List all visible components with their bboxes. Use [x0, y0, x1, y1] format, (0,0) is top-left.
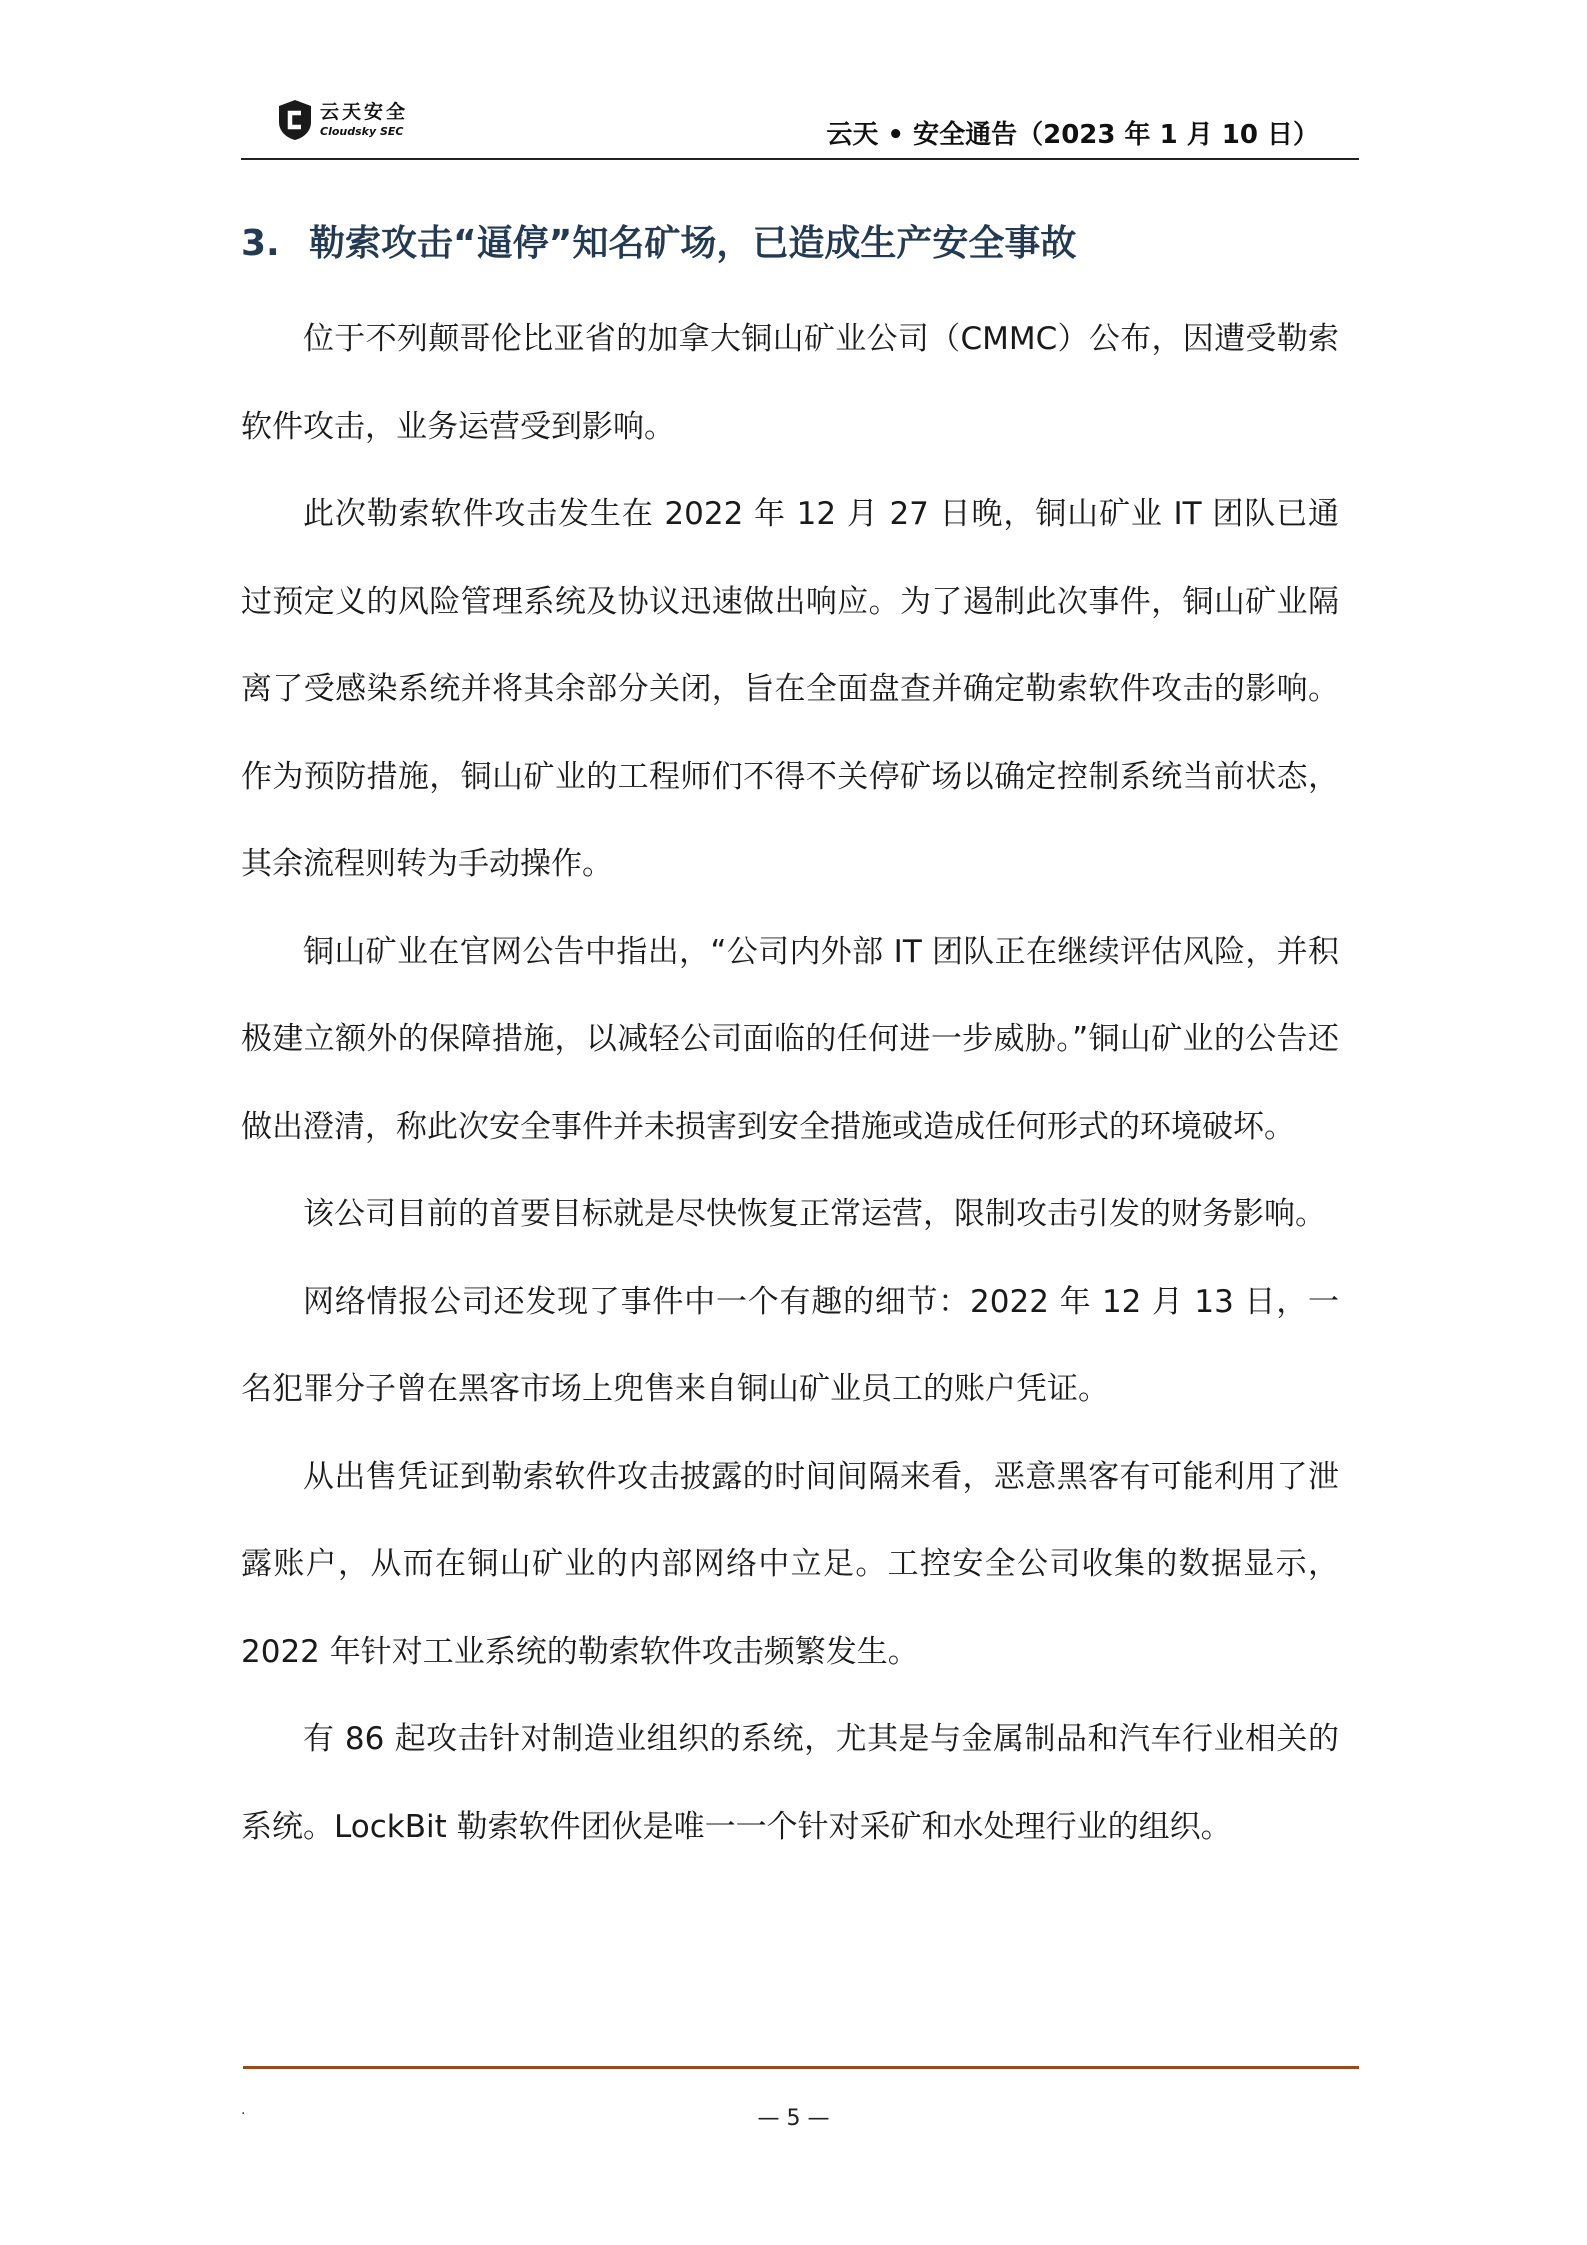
section-heading — [241, 215, 1361, 266]
section-number: 3. — [241, 223, 280, 264]
paragraph: 铜山矿业在官网公告中指出，“公司内外部 IT 团队正在继续评估风险，并积极建立额外的保障措施，以减轻公司面临的任何进一步威胁。”铜山矿业的公告还做出澄清，称此次安全事件并未损害到安全措施或造成任何形式的环境破坏。 — [241, 933, 1339, 1145]
logo-chinese-name: 云天安全 — [320, 101, 409, 123]
article-body — [241, 296, 1339, 1871]
logo-english-name: Cloudsky SEC — [320, 125, 404, 138]
header-title: 云天 • 安全通告（2023 年 1 月 10 日） — [826, 120, 1319, 150]
paragraph: 此次勒索软件攻击发生在 2022 年 12 月 27 日晚，铜山矿业 IT 团队已通过预定义的风险管理系统及协议迅速做出响应。为了遏制此次事件，铜山矿业隔离了受感染系统并将其余部分关闭，旨在全面盘查并确定勒索软件攻击的影响。作为预防措施，铜山矿业的工程师们不得不关停矿场以确定控制系统当前状态，其余流程则转为手动操作。 — [241, 496, 1339, 882]
paragraph: 网络情报公司还发现了事件中一个有趣的细节：2022 年 12 月 13 日，一名犯罪分子曾在黑客市场上兜售来自铜山矿业员工的账户凭证。 — [241, 1283, 1339, 1407]
paragraph: 从出售凭证到勒索软件攻击披露的时间间隔来看，恶意黑客有可能利用了泄露账户，从而在铜山矿业的内部网络中立足。工控安全公司收集的数据显示，2022 年针对工业系统的勒索软件攻击频繁发生。 — [241, 1458, 1339, 1670]
paragraph: 该公司目前的首要目标就是尽快恢复正常运营，限制攻击引发的财务影响。 — [303, 1196, 1326, 1232]
company-logo — [276, 98, 408, 142]
paragraph: 有 86 起攻击针对制造业组织的系统，尤其是与金属制品和汽车行业相关的系统。LockBit 勒索软件团伙是唯一一个针对采矿和水处理行业的组织。 — [241, 1721, 1339, 1845]
footer-dot: . — [241, 2102, 246, 2118]
page-header — [241, 92, 1359, 160]
section-title: 勒索攻击“逼停”知名矿场，已造成生产安全事故 — [309, 223, 1077, 264]
page-number: — 5 — — [757, 2106, 830, 2131]
footer-divider — [243, 2066, 1359, 2069]
shield-logo-icon — [276, 98, 314, 142]
paragraph: 位于不列颠哥伦比亚省的加拿大铜山矿业公司（CMMC）公布，因遭受勒索软件攻击，业务运营受到影响。 — [241, 321, 1339, 445]
